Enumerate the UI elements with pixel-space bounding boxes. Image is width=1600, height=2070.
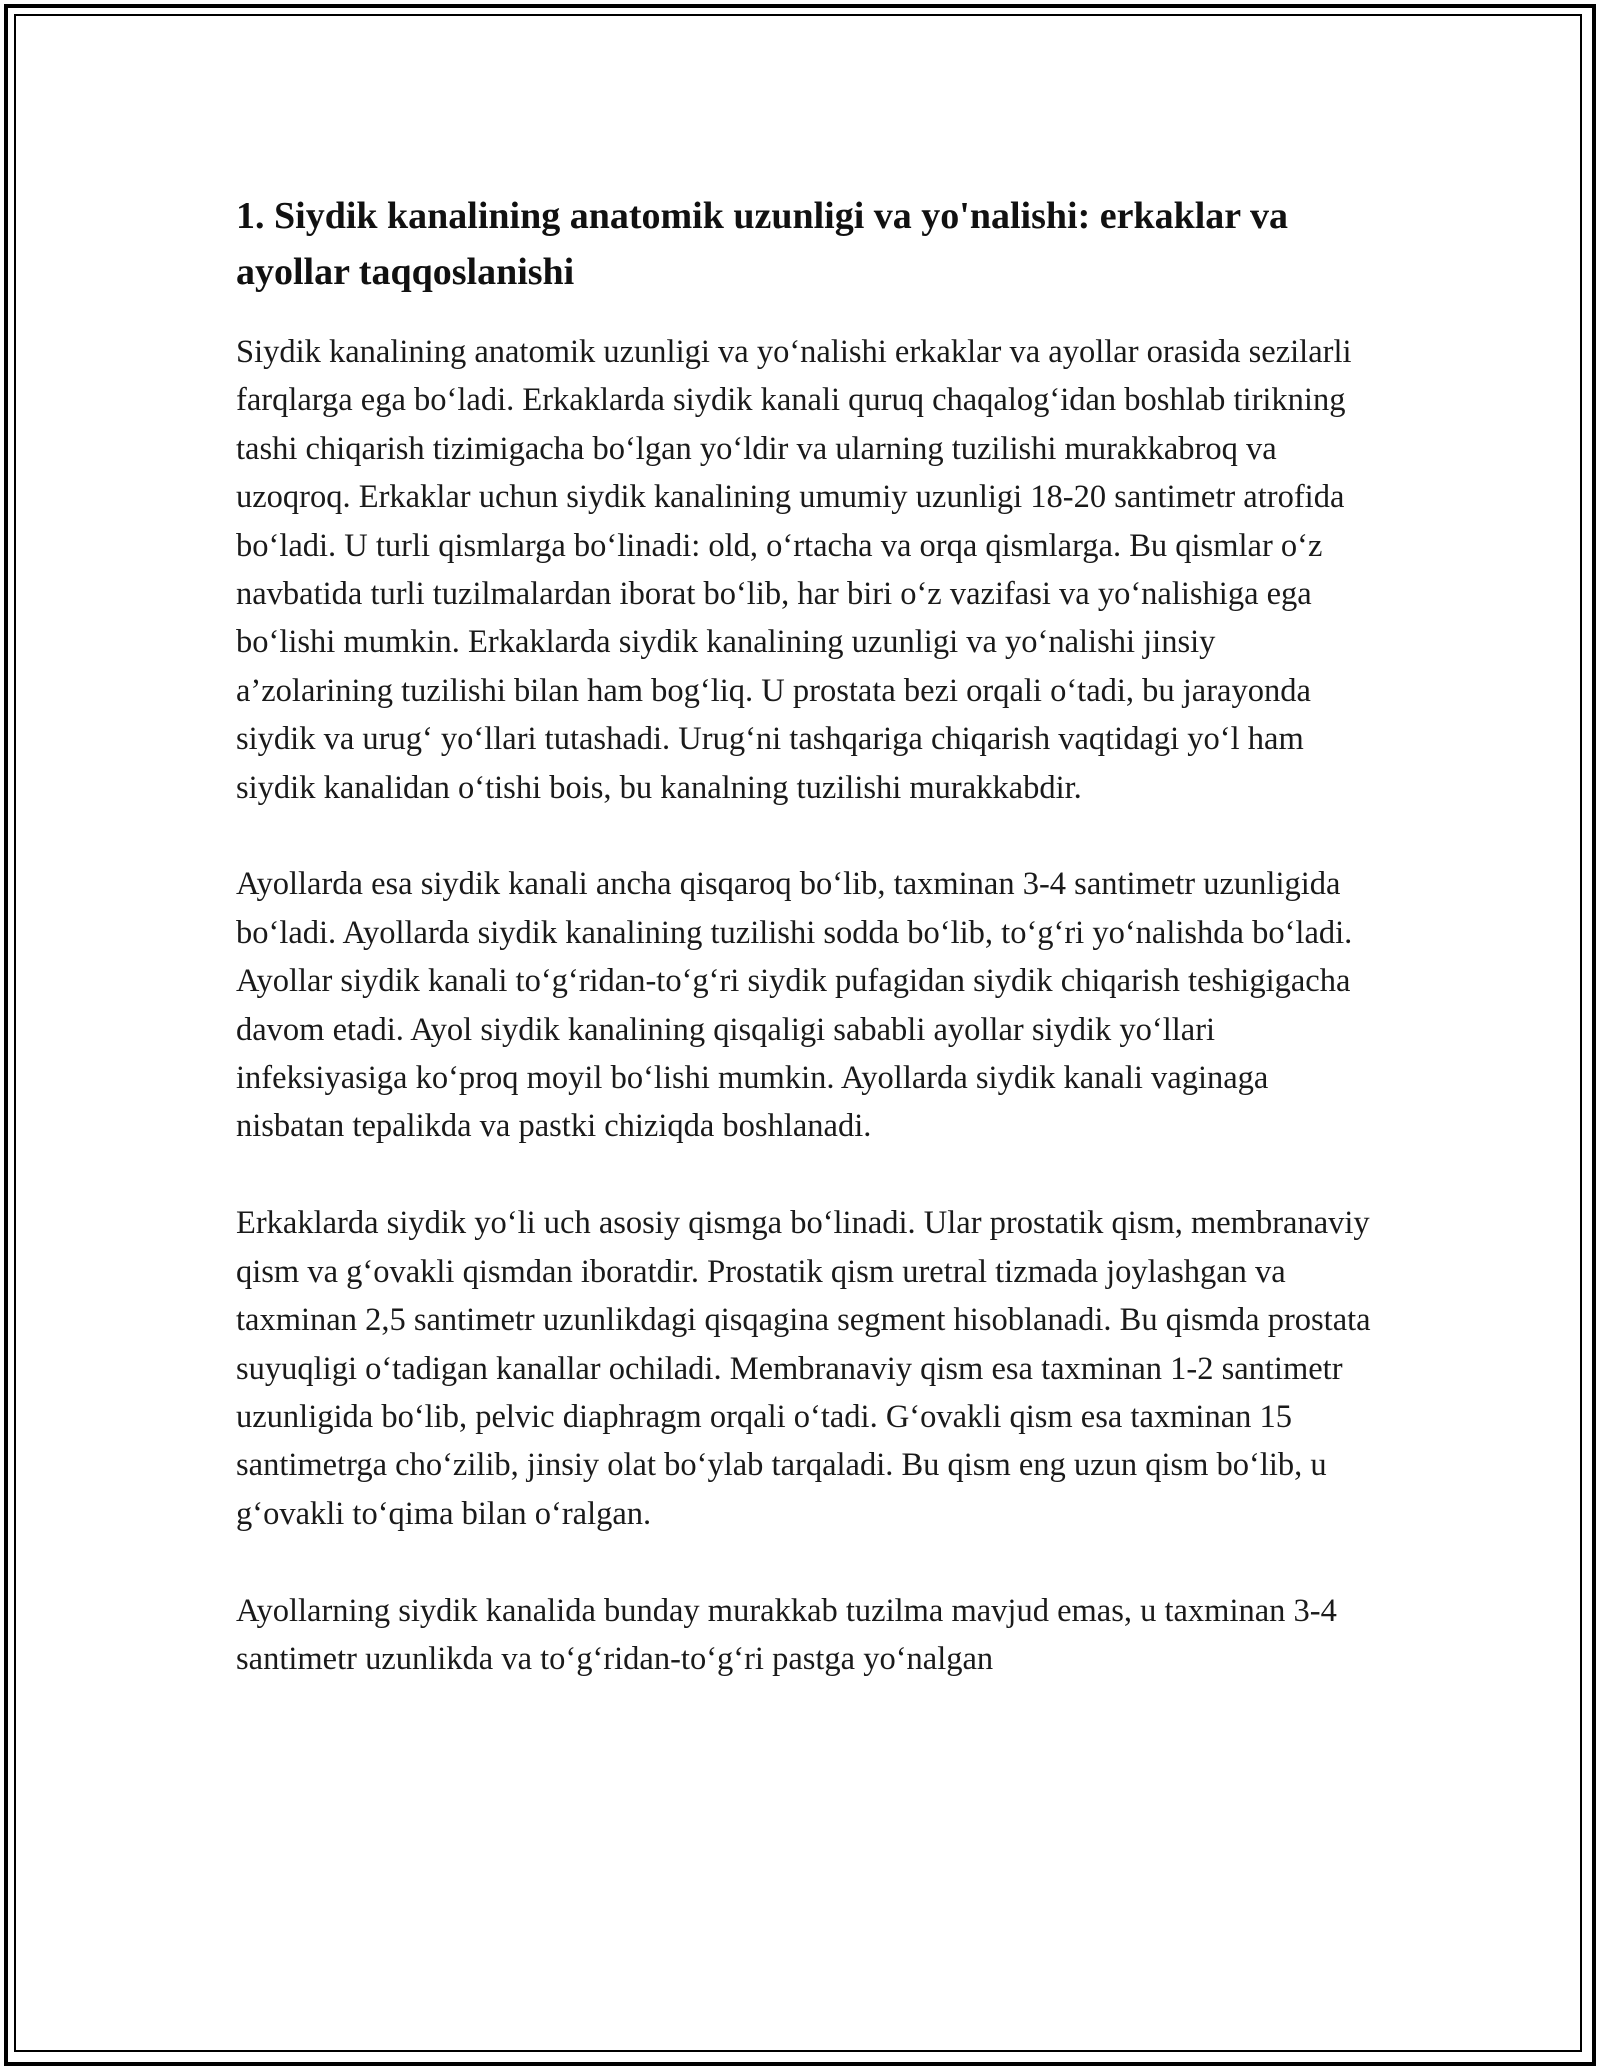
paragraph-male-urethra-overview: Siydik kanalining anatomik uzunligi va yoʻnalishi erkaklar va ayollar orasida sezilarli farqlarga ega boʻladi. Erkaklarda siydik kanali quruq chaqalogʻidan boshlab tirikning tashi chiqarish tizimigacha boʻlgan yoʻldir va ularning tuzilishi murakkabroq va uzoqroq. Erkaklar uchun siydik kanalining umumiy uzunligi 18-20 santimetr atrofida boʻladi. U turli qismlarga boʻlinadi: old, oʻrtacha va orqa qismlarga. Bu qismlar oʻz navbatida turli tuzilmalardan iborat boʻlib, har biri oʻz vazifasi va yoʻnalishiga ega boʻlishi mumkin. Erkaklarda siydik kanalining uzunligi va yoʻnalishi jinsiy a’zolarining tuzilishi bilan ham bogʻliq. U prostata bezi orqali oʻtadi, bu jarayonda siydik va urugʻ yoʻllari tutashadi. Urugʻni tashqariga chiqarish vaqtidagi yoʻl ham siydik kanalidan oʻtishi bois, bu kanalning tuzilishi murakkabdir. <box>236 334 1352 806</box>
document-body <box>236 188 1376 1683</box>
paragraph-female-urethra-structure: Ayollarning siydik kanalida bunday murakkab tuzilma mavjud emas, u taxminan 3-4 santimetr uzunlikda va toʻgʻridan-toʻgʻri pastga yoʻnalgan <box>236 1592 1337 1677</box>
paragraph-female-urethra: Ayollarda esa siydik kanali ancha qisqaroq boʻlib, taxminan 3-4 santimetr uzunligida boʻladi. Ayollarda siydik kanalining tuzilishi sodda boʻlib, toʻgʻri yoʻnalishda boʻladi. Ayollar siydik kanali toʻgʻridan-toʻgʻri siydik pufagidan siydik chiqarish teshigigacha davom etadi. Ayol siydik kanalining qisqaligi sababli ayollar siydik yoʻllari infeksiyasiga koʻproq moyil boʻlishi mumkin. Ayollarda siydik kanali vaginaga nisbatan tepalikda va pastki chiziqda boshlanadi. <box>236 866 1353 1145</box>
section-heading: 1. Siydik kanalining anatomik uzunligi va yo'nalishi: erkaklar va ayollar taqqoslanishi <box>236 195 1288 293</box>
paragraph-male-urethra-parts: Erkaklarda siydik yoʻli uch asosiy qismga boʻlinadi. Ular prostatik qism, membranaviy qism va gʻovakli qismdan iboratdir. Prostatik qism uretral tizmada joylashgan va taxminan 2,5 santimetr uzunlikdagi qisqagina segment hisoblanadi. Bu qismda prostata suyuqligi oʻtadigan kanallar ochiladi. Membranaviy qism esa taxminan 1-2 santimetr uzunligida boʻlib, pelvic diaphragm orqali oʻtadi. Gʻovakli qism esa taxminan 15 santimetrga choʻzilib, jinsiy olat boʻylab tarqaladi. Bu qism eng uzun qism boʻlib, u gʻovakli toʻqima bilan oʻralgan. <box>236 1205 1371 1532</box>
